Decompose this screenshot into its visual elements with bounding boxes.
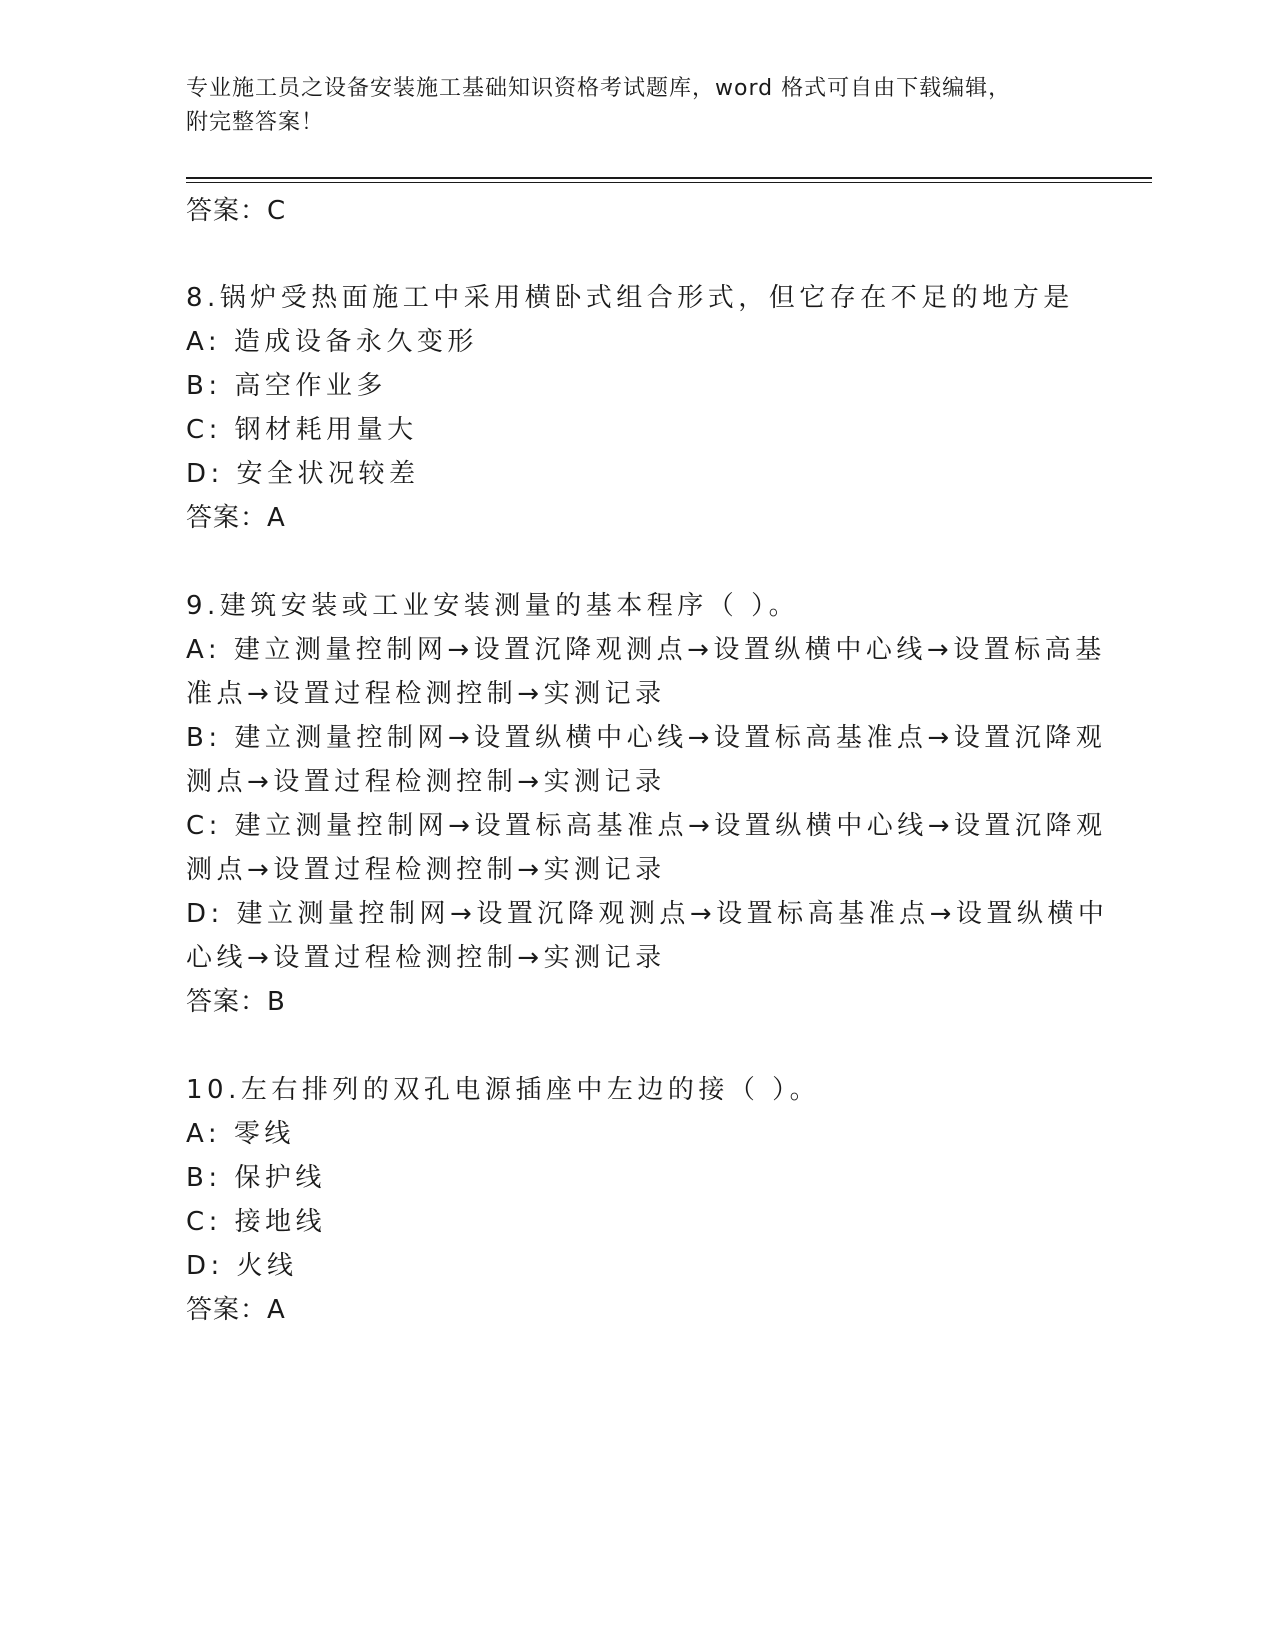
question-9: 9.建筑安装或工业安装测量的基本程序（ ）。: [186, 591, 800, 621]
header-rule-thick: [186, 177, 1152, 179]
q10-option-a: A: 零线: [186, 1119, 295, 1149]
q8-option-c: C: 钢材耗用量大: [186, 415, 418, 445]
q9-option-c-line-2: 测点→设置过程检测控制→实测记录: [186, 855, 666, 885]
q9-option-c-line-1: C: 建立测量控制网→设置标高基准点→设置纵横中心线→设置沉降观: [186, 811, 1107, 841]
q9-option-a-line-2: 准点→设置过程检测控制→实测记录: [186, 679, 666, 709]
q9-option-d-line-2: 心线→设置过程检测控制→实测记录: [186, 943, 666, 973]
q8-answer: 答案：A: [186, 503, 286, 533]
q10-option-d: D: 火线: [186, 1251, 298, 1281]
question-10: 10.左右排列的双孔电源插座中左边的接（ ）。: [186, 1075, 821, 1105]
header-line-1: 专业施工员之设备安装施工基础知识资格考试题库，word 格式可自由下载编辑，: [186, 76, 1012, 101]
q9-option-a-line-1: A: 建立测量控制网→设置沉降观测点→设置纵横中心线→设置标高基: [186, 635, 1106, 665]
q9-option-b-line-2: 测点→设置过程检测控制→实测记录: [186, 767, 666, 797]
q8-option-b: B: 高空作业多: [186, 371, 387, 401]
q8-option-a: A: 造成设备永久变形: [186, 327, 478, 357]
q10-option-b: B: 保护线: [186, 1163, 326, 1193]
q9-answer: 答案：B: [186, 987, 286, 1017]
q9-option-b-line-1: B: 建立测量控制网→设置纵横中心线→设置标高基准点→设置沉降观: [186, 723, 1107, 753]
q10-answer: 答案：A: [186, 1295, 286, 1325]
header-rule-thin: [186, 182, 1152, 183]
previous-answer: 答案：C: [186, 196, 287, 226]
document-header: [186, 72, 1066, 140]
q9-option-d-line-1: D: 建立测量控制网→设置沉降观测点→设置标高基准点→设置纵横中: [186, 899, 1109, 929]
header-line-2: 附完整答案！: [186, 110, 325, 135]
q8-option-d: D: 安全状况较差: [186, 459, 420, 489]
q10-option-c: C: 接地线: [186, 1207, 327, 1237]
question-8: 8.锅炉受热面施工中采用横卧式组合形式，但它存在不足的地方是: [186, 283, 1074, 313]
